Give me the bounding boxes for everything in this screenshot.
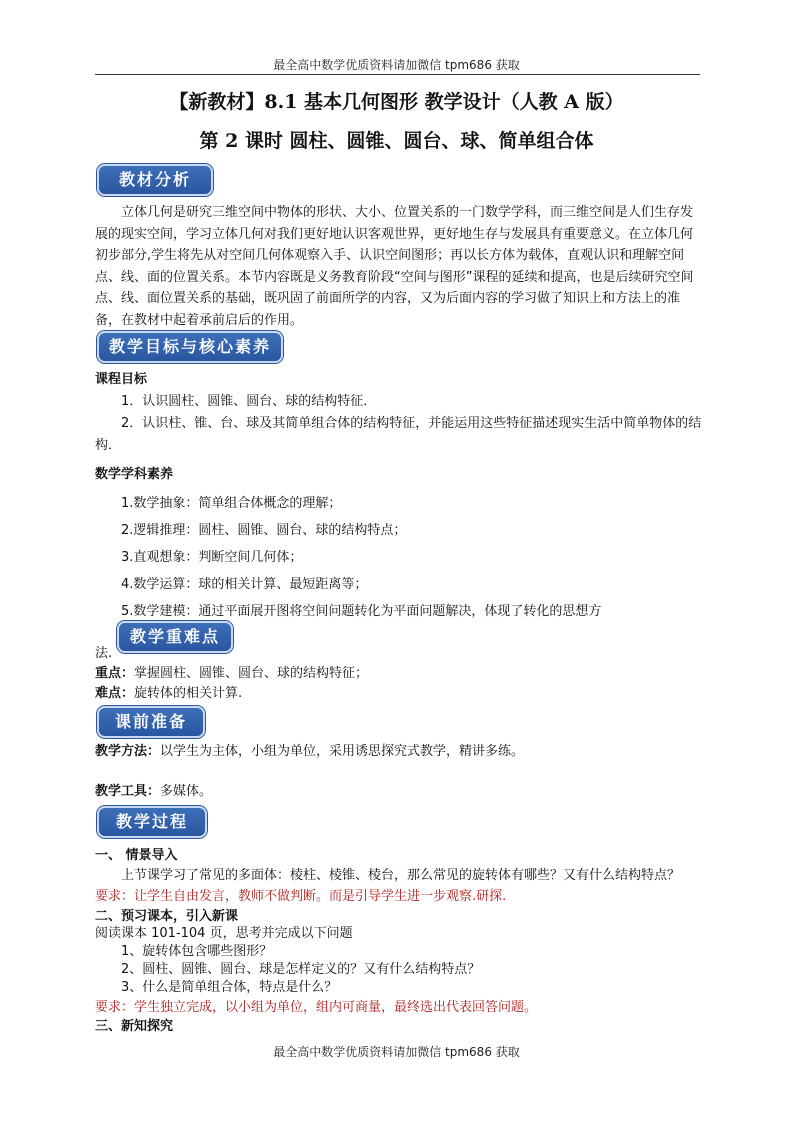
key-point-text: 掌握圆柱、圆锥、圆台、球的结构特征； bbox=[134, 666, 369, 681]
section-badge-goals: 教学目标与核心素养 bbox=[97, 331, 283, 363]
question-item: 1、旋转体包含哪些图形？ bbox=[121, 944, 273, 959]
literacy-item: 3.直观想象：判断空间几何体； bbox=[121, 550, 303, 565]
question-item: 2、圆柱、圆锥、圆台、球是怎样定义的？又有什么结构特点？ bbox=[121, 962, 481, 977]
section-badge-analysis: 教材分析 bbox=[97, 164, 213, 196]
page-header: 最全高中数学优质资料请加微信 tpm686 获取 bbox=[273, 58, 520, 72]
header-rule bbox=[95, 74, 700, 75]
literacy-heading: 数学学科素养 bbox=[95, 467, 174, 482]
tool-line bbox=[95, 780, 212, 799]
section-badge-keypoints: 教学重难点 bbox=[117, 621, 233, 653]
difficulty-text: 旋转体的相关计算. bbox=[134, 686, 243, 701]
key-point-line bbox=[95, 662, 368, 681]
tool-label: 教学工具： bbox=[95, 784, 161, 799]
reading-instruction: 阅读课本 101-104 页，思考并完成以下问题 bbox=[95, 926, 353, 941]
method-label: 教学方法： bbox=[95, 744, 161, 759]
lesson-subtitle: 第 2 课时 圆柱、圆锥、圆台、球、简单组合体 bbox=[199, 130, 594, 152]
analysis-paragraph: 立体几何是研究三维空间中物体的形状、大小、位置关系的一门数学学科，而三维空间是人们生存发展的现实空间，学习立体几何对我们更好地认识客观世界，更好地生存与发展具有重要意义。在立体几何初步部分,学生将先从对空间几何体观察入手、认识空间图形；再以长方体为载体，直观认识和理解空间点、线、面的位置关系。本节内容既是义务教育阶段“空间与图形”课程的延续和提高，也是后续研究空间点、线、面位置关系的基础，既巩固了前面所学的内容，又为后面内容的学习做了知识上和方法上的准备，在教材中起着承前启后的作用。 bbox=[95, 205, 694, 328]
process-heading-3: 三、新知探究 bbox=[95, 1019, 174, 1034]
goal-item: 2．认识柱、锥、台、球及其简单组合体的结构特征，并能运用这些特征描述现实生活中简单物体的结构． bbox=[95, 416, 702, 453]
goal-item: 1．认识圆柱、圆锥、圆台、球的结构特征． bbox=[121, 394, 377, 409]
difficulty-line bbox=[95, 682, 242, 701]
requirement-text: 要求：让学生自由发言，教师不做判断。而是引导学生进一步观察.研探. bbox=[95, 889, 507, 904]
page-footer: 最全高中数学优质资料请加微信 tpm686 获取 bbox=[273, 1045, 520, 1059]
literacy-item: 5.数学建模：通过平面展开图将空间问题转化为平面问题解决，体现了转化的思想方 bbox=[121, 604, 602, 619]
literacy-item-tail: 法. bbox=[95, 646, 113, 661]
question-item: 3、什么是简单组合体，特点是什么？ bbox=[121, 980, 338, 995]
literacy-item: 1.数学抽象：简单组合体概念的理解； bbox=[121, 496, 342, 511]
literacy-item: 4.数学运算：球的相关计算、最短距离等； bbox=[121, 577, 368, 592]
tool-text: 多媒体。 bbox=[160, 784, 213, 799]
difficulty-label: 难点： bbox=[95, 686, 135, 701]
document-title: 【新教材】8.1 基本几何图形 教学设计（人教 A 版） bbox=[169, 91, 624, 113]
method-text: 以学生为主体，小组为单位，采用诱思探究式教学，精讲多练。 bbox=[160, 744, 525, 759]
literacy-item: 2.逻辑推理：圆柱、圆锥、圆台、球的结构特点； bbox=[121, 523, 407, 538]
process-heading-1: 一、 情景导入 bbox=[95, 848, 178, 863]
section-badge-process: 教学过程 bbox=[97, 806, 207, 838]
section-badge-prep: 课前准备 bbox=[97, 706, 205, 738]
method-line bbox=[95, 740, 524, 759]
intro-text: 上节课学习了常见的多面体：棱柱、棱锥、棱台，那么常见的旋转体有哪些？又有什么结构特点？ bbox=[121, 868, 681, 883]
requirement-text: 要求：学生独立完成，以小组为单位，组内可商量，最终选出代表回答问题。 bbox=[95, 1000, 538, 1015]
goals-heading: 课程目标 bbox=[95, 372, 148, 387]
process-heading-2: 二、预习课本，引入新课 bbox=[95, 909, 239, 924]
key-point-label: 重点： bbox=[95, 666, 135, 681]
